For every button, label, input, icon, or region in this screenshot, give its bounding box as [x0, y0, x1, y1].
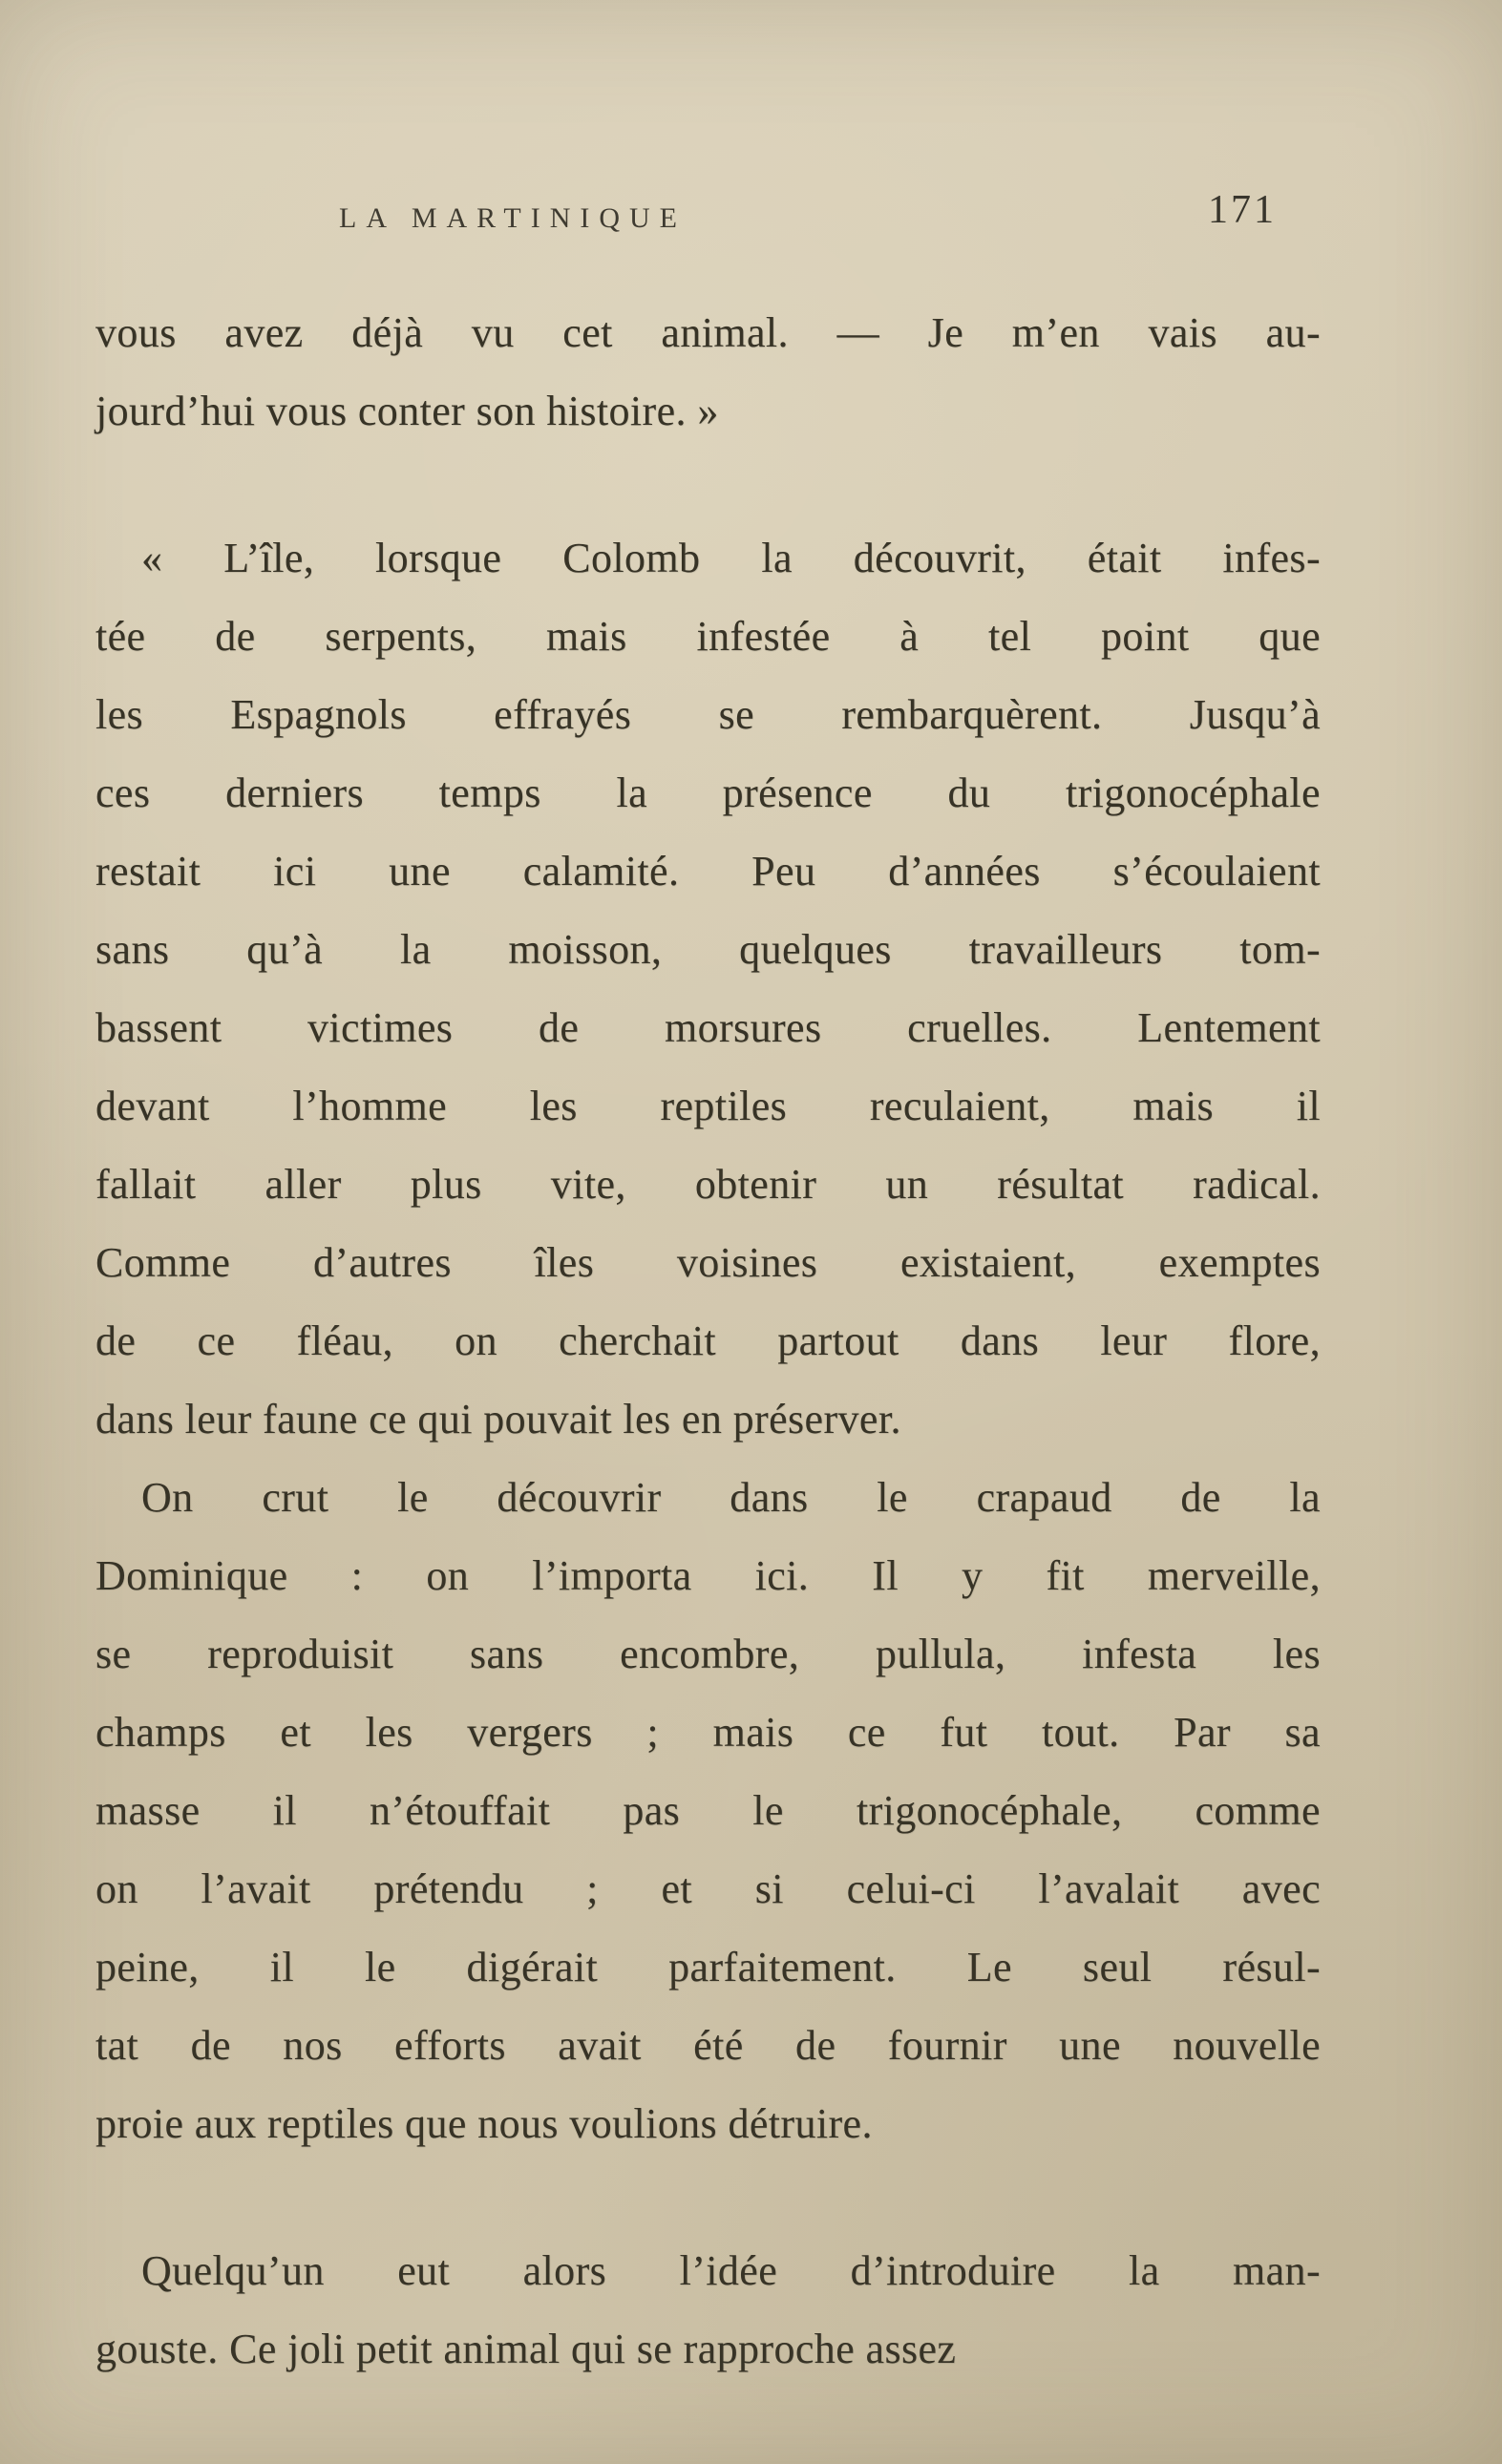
text-line: Quelqu’un eut alors l’idée d’introduire la man-: [141, 2247, 1321, 2294]
text-line: se reproduisit sans encombre, pullula, infesta les: [95, 1631, 1321, 1677]
page-body: [95, 294, 1321, 2389]
text-line: sans qu’à la moisson, quelques travailleurs tom-: [95, 926, 1321, 973]
text-line: peine, il le digérait parfaitement. Le seul résul-: [95, 1944, 1321, 1990]
text-line: jourd’hui vous conter son histoire. »: [95, 388, 719, 434]
text-line: bassent victimes de morsures cruelles. Lentement: [95, 1004, 1321, 1051]
running-title: LA MARTINIQUE: [339, 202, 688, 234]
text-line: restait ici une calamité. Peu d’années s’écoulaient: [95, 848, 1321, 895]
text-line: proie aux reptiles que nous voulions détruire.: [95, 2100, 873, 2147]
text-line: masse il n’étouffait pas le trigonocéphale, comme: [95, 1787, 1321, 1834]
text-line: On crut le découvrir dans le crapaud de la: [141, 1474, 1321, 1521]
text-line: de ce fléau, on cherchait partout dans leur flore,: [95, 1317, 1321, 1364]
paragraph-1: [95, 294, 1321, 451]
text-line: champs et les vergers ; mais ce fut tout. Par sa: [95, 1709, 1321, 1756]
text-line: tée de serpents, mais infestée à tel point que: [95, 613, 1321, 660]
text-line: tat de nos efforts avait été de fournir une nouvelle: [95, 2022, 1321, 2069]
text-line: ces derniers temps la présence du trigonocéphale: [95, 769, 1321, 816]
text-line: on l’avait prétendu ; et si celui-ci l’avalait avec: [95, 1865, 1321, 1912]
paragraph-2: [95, 519, 1321, 1459]
text-line: vous avez déjà vu cet animal. — Je m’en vais au-: [95, 309, 1321, 356]
text-line: Comme d’autres îles voisines existaient, exemptes: [95, 1239, 1321, 1286]
text-line: Dominique : on l’importa ici. Il y fit merveille,: [95, 1552, 1321, 1599]
page-number: 171: [1208, 188, 1277, 232]
text-line: « L’île, lorsque Colomb la découvrit, était infes-: [141, 535, 1321, 581]
text-line: devant l’homme les reptiles reculaient, mais il: [95, 1083, 1321, 1129]
paragraph-3: [95, 1459, 1321, 2163]
paragraph-4: [95, 2232, 1321, 2389]
text-line: les Espagnols effrayés se rembarquèrent. Jusqu’à: [95, 691, 1321, 738]
text-line: dans leur faune ce qui pouvait les en préserver.: [95, 1396, 901, 1443]
text-line: fallait aller plus vite, obtenir un résultat radical.: [95, 1161, 1321, 1208]
text-line: gouste. Ce joli petit animal qui se rapproche assez: [95, 2326, 957, 2372]
